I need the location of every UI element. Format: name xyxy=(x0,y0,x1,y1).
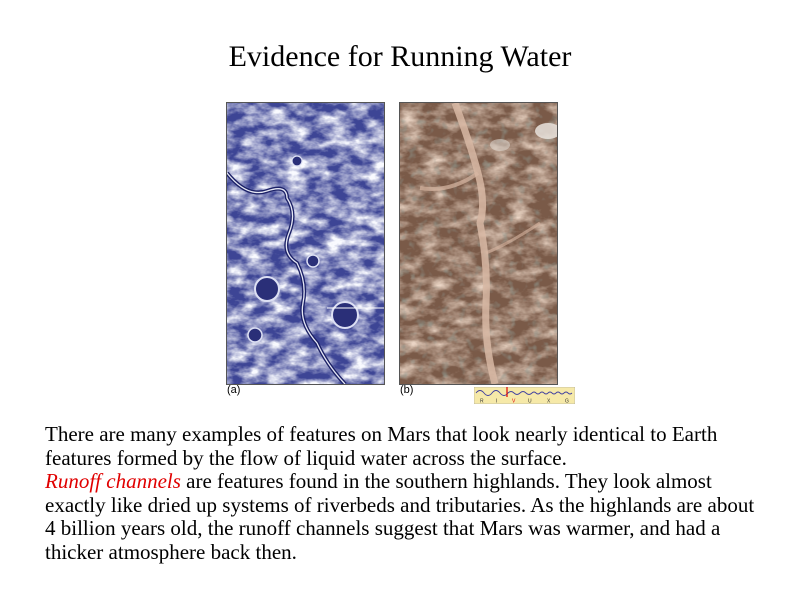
body-text-rest: are features found in the southern highlands. They look almost exactly like dried up systems of riverbeds and tributaries. As the highlands are about 4 billion years old, the runoff channels suggest that Mars was warmer, and had a thicker atmosphere back then. xyxy=(45,469,755,564)
body-text-intro: There are many examples of features on Mars that look nearly identical to Earth features formed by the flow of liquid water across the surface. xyxy=(45,422,718,470)
spectrum-letter: I xyxy=(496,398,498,404)
runoff-channels-term: Runoff channels xyxy=(45,469,181,493)
slide-title: Evidence for Running Water xyxy=(228,40,572,73)
earth-river-image xyxy=(399,102,558,385)
panel-a-label: (a) xyxy=(227,384,241,396)
spectrum-bar xyxy=(474,387,575,404)
spectrum-letter: G xyxy=(565,398,569,404)
body-paragraph xyxy=(45,423,765,564)
mars-channel-image xyxy=(226,102,385,385)
spectrum-letter: U xyxy=(528,398,532,404)
panel-b-label: (b) xyxy=(400,384,414,396)
spectrum-letter: X xyxy=(547,398,551,404)
spectrum-letter: V xyxy=(512,398,516,404)
spectrum-letter: R xyxy=(480,398,484,404)
